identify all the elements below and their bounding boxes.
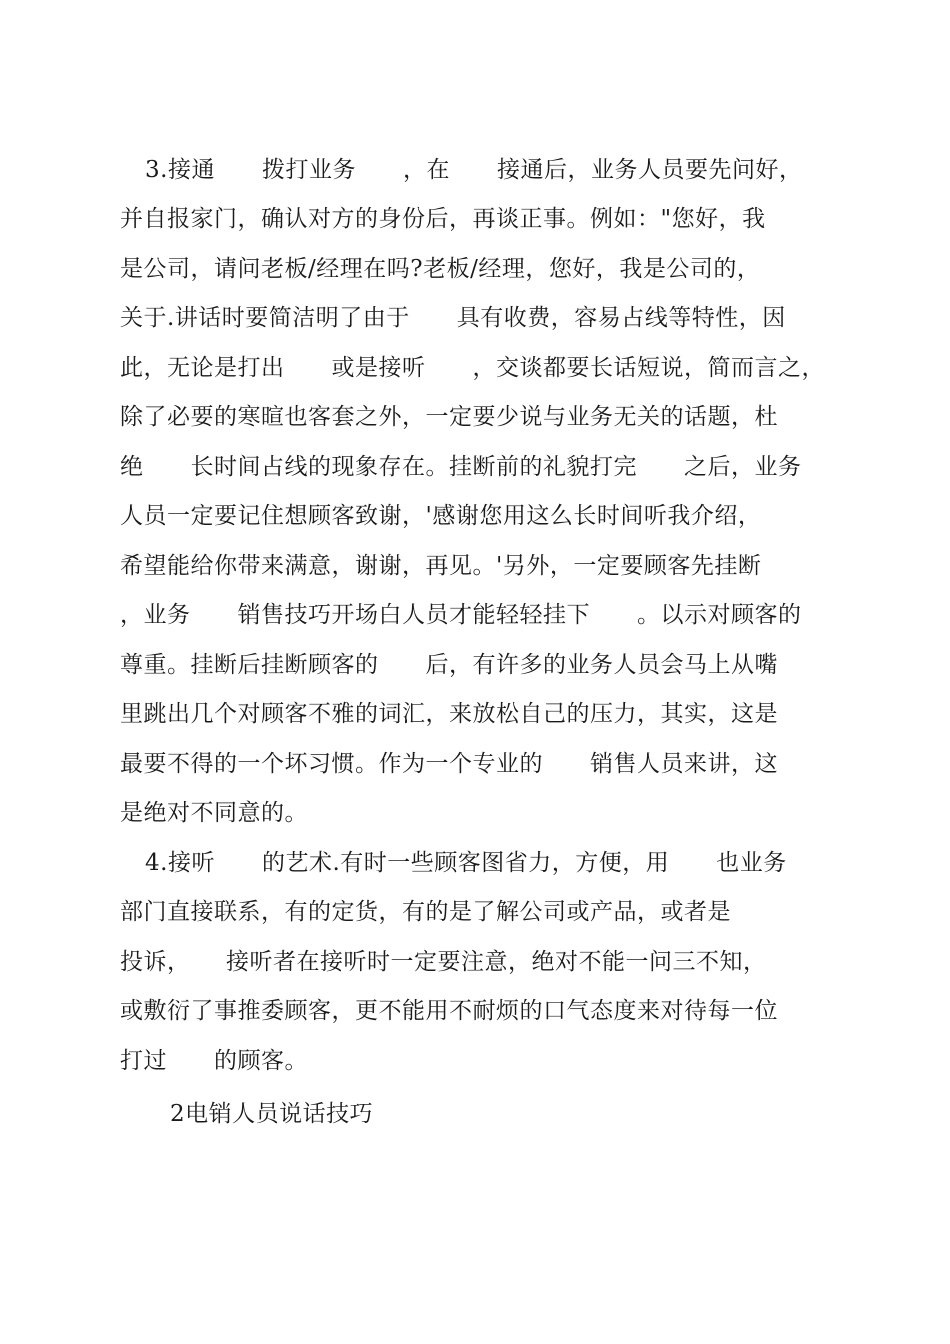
- paragraph-line: 并自报家门，确认对方的身份后，再谈正事。例如："您好，我: [120, 206, 766, 232]
- paragraph-line: 最要不得的一个坏习惯。作为一个专业的 销售人员来讲，这: [120, 751, 778, 777]
- paragraph-line: 4.接听 的艺术.有时一些顾客图省力，方便，用 也业务: [145, 850, 787, 876]
- paragraph-line: 或敷衍了事推委顾客，更不能用不耐烦的口气态度来对待每一位: [120, 998, 778, 1024]
- paragraph-line: 人员一定要记住想顾客致谢，'感谢您用这么长时间听我介绍，: [120, 503, 762, 529]
- paragraph-line: 此，无论是打出 或是接听 ，交谈都要长话短说，简而言之，: [120, 355, 825, 381]
- paragraph-line: 部门直接联系，有的定货，有的是了解公司或产品，或者是: [120, 899, 731, 925]
- paragraph-line: 尊重。挂断后挂断顾客的 后，有许多的业务人员会马上从嘴: [120, 652, 778, 678]
- paragraph-line: ，业务 销售技巧开场白人员才能轻轻挂下 。以示对顾客的: [120, 602, 802, 628]
- section-heading: 2电销人员说话技巧: [170, 1101, 374, 1127]
- paragraph-line: 里跳出几个对顾客不雅的词汇，来放松自己的压力，其实，这是: [120, 701, 778, 727]
- paragraph-line: 关于.讲话时要简洁明了由于 具有收费，容易占线等特性，因: [120, 305, 786, 331]
- paragraph-line: 投诉， 接听者在接听时一定要注意，绝对不能一问三不知，: [120, 949, 767, 975]
- paragraph-line: 绝 长时间占线的现象存在。挂断前的礼貌打完 之后，业务: [120, 454, 802, 480]
- paragraph-line: 除了必要的寒暄也客套之外，一定要少说与业务无关的话题，杜: [120, 404, 778, 430]
- paragraph-line: 是公司，请问老板/经理在吗?老板/经理，您好，我是公司的，: [120, 256, 761, 282]
- paragraph-line: 希望能给你带来满意，谢谢，再见。'另外，一定要顾客先挂断: [120, 553, 762, 579]
- paragraph-line: 打过 的顾客。: [120, 1048, 308, 1074]
- paragraph-line: 3.接通 拨打业务 ，在 接通后，业务人员要先问好，: [145, 157, 803, 183]
- paragraph-line: 是绝对不同意的。: [120, 800, 308, 826]
